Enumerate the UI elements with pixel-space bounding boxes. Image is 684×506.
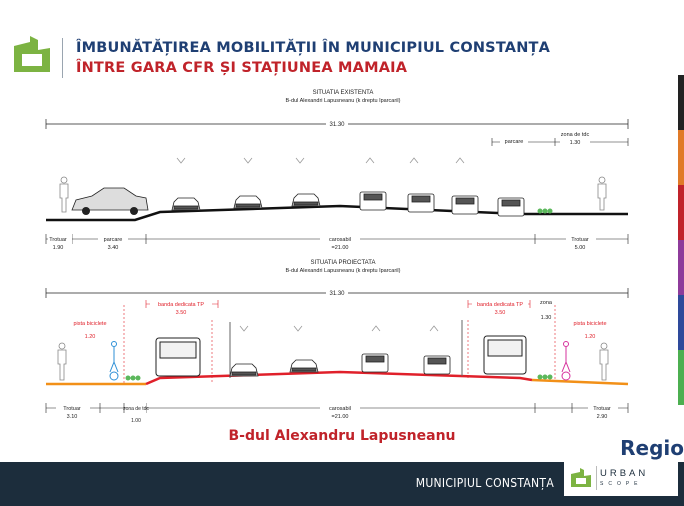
regio-logo: Regio	[620, 436, 684, 460]
urban-scope-logo	[564, 462, 678, 496]
projected-trotuar-left-value: 3.10	[66, 414, 78, 420]
existing-carosabil-label: carosabil	[328, 237, 352, 243]
projected-carosabil-label: carosabil	[328, 406, 352, 412]
existing-zona-label: zona de tdc	[560, 132, 590, 138]
existing-carosabil-value: =21.00	[331, 245, 349, 251]
projected-trotuar-right-label: Trotuar	[593, 406, 611, 412]
existing-subheading: B-dul Alexandri Lapusneanu (k dreptu Iparcaril)	[285, 98, 401, 104]
projected-trotuar-left-label: Trotuar	[63, 406, 81, 412]
projected-zona-bottom-label: zona de tdc	[123, 406, 149, 412]
title-line-1: ÎMBUNĂTĂȚIREA MOBILITĂȚII ÎN MUNICIPIUL CONSTANȚA	[76, 40, 551, 56]
projected-bus-lane-right-value: 3.50	[494, 310, 506, 316]
projected-bike-left-label: pista biciclete	[73, 321, 107, 327]
projected-zona-bottom-value: 1.00	[131, 418, 141, 424]
existing-trotuar-left-label: Trotuar	[49, 237, 67, 243]
existing-trotuar-right-label: Trotuar	[571, 237, 589, 243]
projected-bus-lane-right-label: banda dedicata TP	[476, 302, 524, 308]
footer-text: MUNICIPIUL CONSTANȚA	[415, 476, 554, 490]
projected-zona-value: 1.30	[540, 315, 552, 321]
existing-total-width: 31.30	[329, 122, 345, 128]
projected-bike-right-value: 1.20	[584, 334, 596, 340]
existing-heading: SITUATIA EXISTENTA	[312, 90, 374, 96]
urban-scope-text: URBAN	[600, 468, 649, 479]
projected-bike-left-value: 1.20	[84, 334, 96, 340]
existing-trotuar-left-value: 1.90	[52, 245, 64, 251]
projected-carosabil-value: =21.00	[331, 414, 349, 420]
existing-trotuar-right-value: 5.00	[574, 245, 586, 251]
projected-bike-right-label: pista biciclete	[573, 321, 607, 327]
existing-zona-value: 1.30	[569, 140, 581, 146]
projected-heading: SITUATIA PROIECTATA	[310, 260, 376, 266]
street-name: B-dul Alexandru Lapusneanu	[228, 428, 456, 444]
urban-scope-subtext: SCOPE	[600, 481, 643, 487]
color-stripes	[678, 75, 684, 405]
projected-bus-lane-left-label: banda dedicata TP	[157, 302, 205, 308]
urban-scope-icon	[570, 468, 592, 488]
projected-trotuar-right-value: 2.90	[596, 414, 608, 420]
projected-total-width: 31.30	[329, 291, 345, 297]
projected-zona-label: zona	[540, 300, 552, 306]
existing-parcare-bottom-label: parcare	[103, 237, 123, 243]
title-line-2: ÎNTRE GARA CFR ȘI STAȚIUNEA MAMAIA	[76, 60, 408, 76]
urban-scope-divider	[596, 466, 597, 490]
existing-parcare-bottom-value: 3.40	[107, 245, 119, 251]
projected-bus-lane-left-value: 3.50	[175, 310, 187, 316]
existing-parcare-label: parcare	[504, 139, 524, 145]
projected-subheading: B-dul Alexandri Lapusneanu (k dreptu Iparcaril)	[285, 268, 401, 274]
